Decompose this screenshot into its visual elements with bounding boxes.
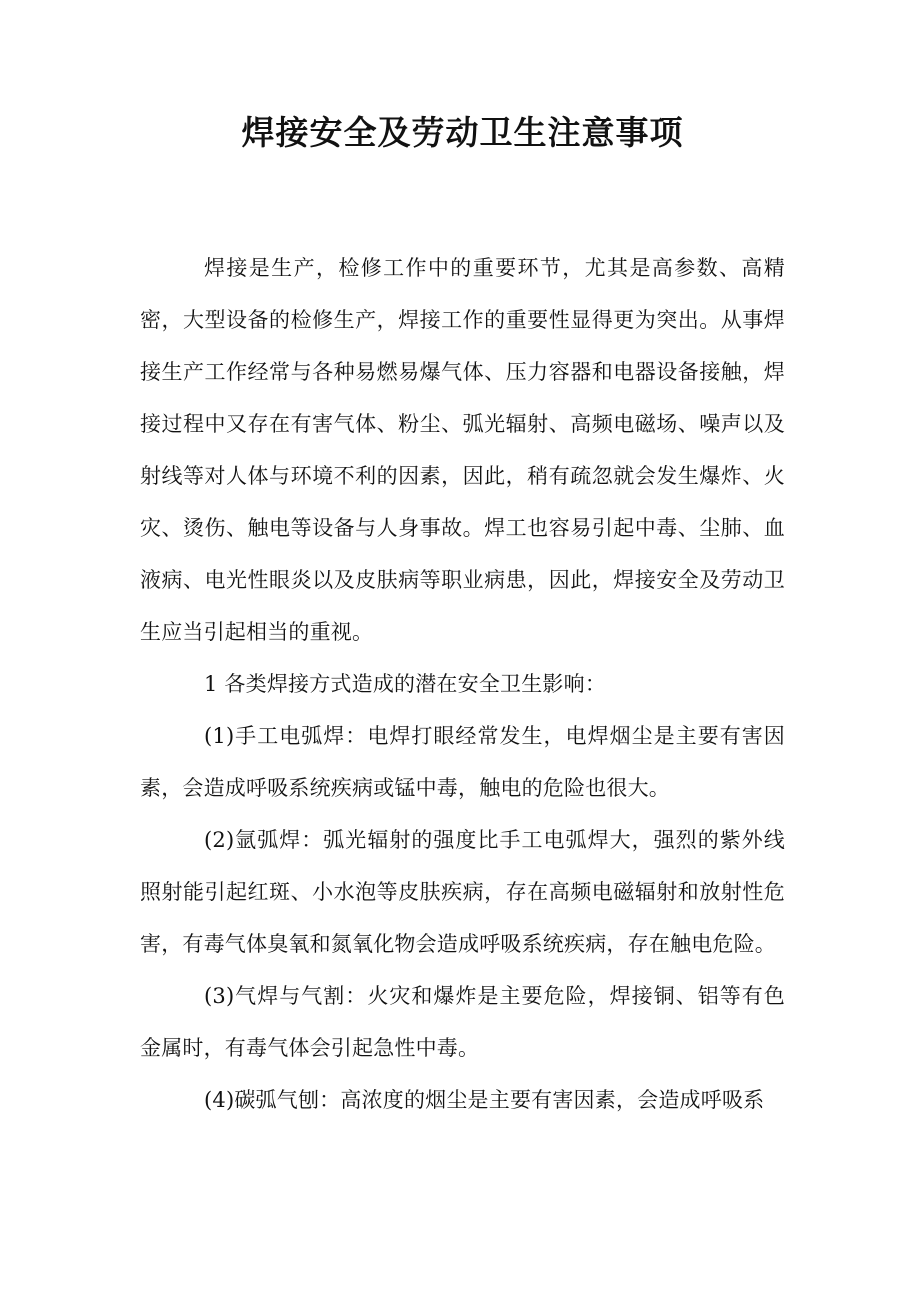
document-body [140,242,785,1126]
list-item-argon-arc-welding: (2)氩弧焊：弧光辐射的强度比手工电弧焊大，强烈的紫外线照射能引起红斑、小水泡等皮肤疾病，存在高频电磁辐射和放射性危害，有毒气体臭氧和氮氧化物会造成呼吸系统疾病，存在触电危险。 [140,828,785,956]
list-item-manual-arc-welding: (1)手工电弧焊：电焊打眼经常发生，电焊烟尘是主要有害因素，会造成呼吸系统疾病或锰中毒，触电的危险也很大。 [140,724,785,800]
list-item-gas-welding-cutting: (3)气焊与气割：火灾和爆炸是主要危险，焊接铜、铝等有色金属时，有毒气体会引起急性中毒。 [140,984,785,1060]
section-heading: 1 各类焊接方式造成的潜在安全卫生影响： [204,672,607,696]
list-item-carbon-arc-gouging: (4)碳弧气刨：高浓度的烟尘是主要有害因素，会造成呼吸系 [204,1088,765,1112]
document-title: 焊接安全及劳动卫生注意事项 [241,113,684,152]
intro-paragraph: 焊接是生产，检修工作中的重要环节，尤其是高参数、高精密，大型设备的检修生产，焊接工作的重要性显得更为突出。从事焊接生产工作经常与各种易燃易爆气体、压力容器和电器设备接触，焊接过程中又存在有害气体、粉尘、弧光辐射、高频电磁场、噪声以及射线等对人体与环境不利的因素，因此，稍有疏忽就会发生爆炸、火灾、烫伤、触电等设备与人身事故。焊工也容易引起中毒、尘肺、血液病、电光性眼炎以及皮肤病等职业病患，因此，焊接安全及劳动卫生应当引起相当的重视。 [140,256,785,644]
